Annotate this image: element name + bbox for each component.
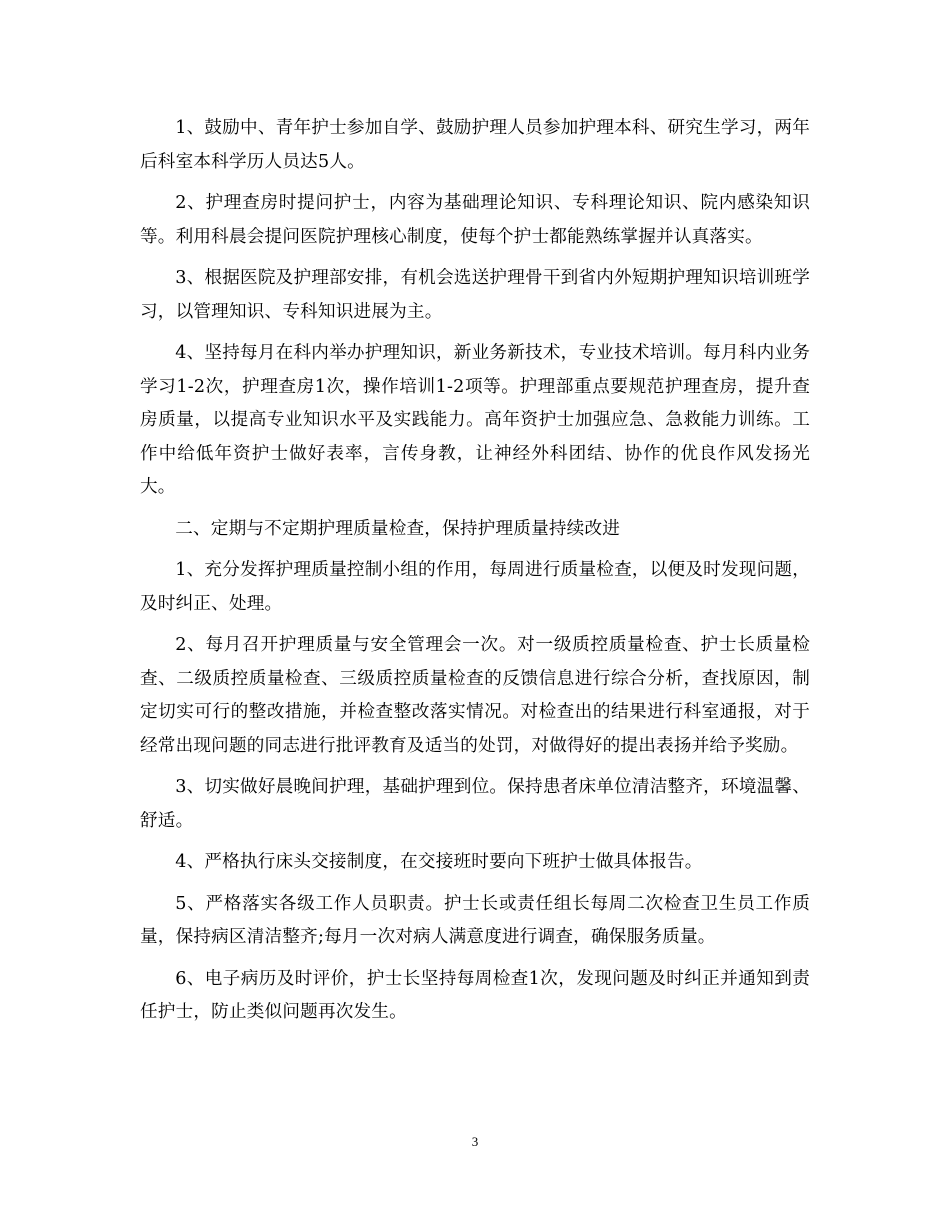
paragraph-10: 6、电子病历及时评价，护士长坚持每周检查1次，发现问题及时纠正并通知到责任护士，防止类似问题再次发生。 [140,968,810,1022]
page-number: 3 [471,1134,479,1149]
paragraph-5: 1、充分发挥护理质量控制小组的作用，每周进行质量检查，以便及时发现问题，及时纠正、处理。 [140,560,810,614]
paragraph-9: 5、严格落实各级工作人员职责。护士长或责任组长每周二次检查卫生员工作质量，保持病区清洁整齐;每月一次对病人满意度进行调查，确保服务质量。 [140,893,810,947]
paragraph-3: 3、根据医院及护理部安排，有机会选送护理骨干到省内外短期护理知识培训班学习，以管理知识、专科知识进展为主。 [140,268,810,322]
paragraph-7: 3、切实做好晨晚间护理，基础护理到位。保持患者床单位清洁整齐，环境温馨、舒适。 [140,777,810,831]
paragraph-6: 2、每月召开护理质量与安全管理会一次。对一级质控质量检查、护士长质量检查、二级质控质量检查、三级质控质量检查的反馈信息进行综合分析，查找原因，制定切实可行的整改措施，并检查整改落实情况。对检查出的结果进行科室通报，对于经常出现问题的同志进行批评教育及适当的处罚，对做得好的提出表扬并给予奖励。 [140,635,810,756]
paragraph-4: 4、坚持每月在科内举办护理知识，新业务新技术，专业技术培训。每月科内业务学习1-2次，护理查房1次，操作培训1-2项等。护理部重点要规范护理查房，提升查房质量，以提高专业知识水平及实践能力。高年资护士加强应急、急救能力训练。工作中给低年资护士做好表率，言传身教，让神经外科团结、协作的优良作风发扬光大。 [140,343,810,497]
section-heading: 二、定期与不定期护理质量检查，保持护理质量持续改进 [175,518,621,539]
document-body [140,112,810,1038]
paragraph-1: 1、鼓励中、青年护士参加自学、鼓励护理人员参加护理本科、研究生学习，两年后科室本科学历人员达5人。 [140,118,810,172]
paragraph-2: 2、护理查房时提问护士，内容为基础理论知识、专科理论知识、院内感染知识等。利用科晨会提问医院护理核心制度，使每个护士都能熟练掌握并认真落实。 [140,193,810,247]
paragraph-8: 4、严格执行床头交接制度，在交接班时要向下班护士做具体报告。 [175,852,703,872]
